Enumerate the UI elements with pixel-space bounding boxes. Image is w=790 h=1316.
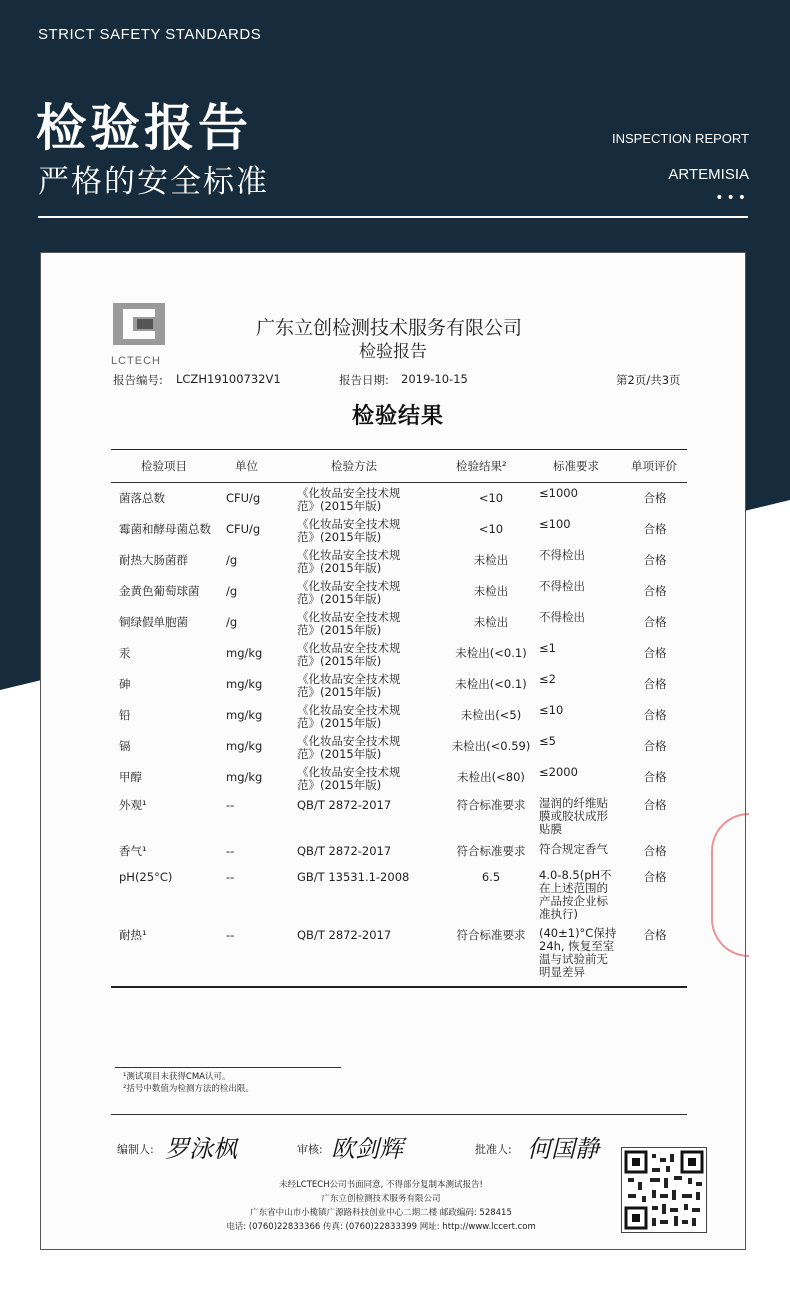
editor-label: 编制人: [117,1143,154,1156]
company-stamp [711,813,749,957]
cell-verdict: 合格 [643,646,667,660]
report-date: 2019-10-15 [401,372,468,386]
table-row [111,545,687,576]
table-row [111,700,687,731]
footer-company: 广东立创检测技术服务有限公司 [321,1194,441,1204]
cell-item: 铅 [119,708,131,722]
cell-item: 砷 [119,677,131,691]
results-title: 检验结果 [352,404,445,429]
footer-address: 广东省中山市小榄镇广源路科技创业中心二期二楼 邮政编码: 528415 [250,1208,512,1218]
cell-item: 镉 [119,739,131,753]
cell-unit: CFU/g [226,522,261,536]
cell-verdict: 合格 [643,553,667,567]
cell-method: 《化妆品安全技术规范》(2015年版) [297,672,401,699]
cell-standard: (40±1)°C保持24h, 恢复至室温与试验前无明显差异 [539,926,617,979]
cell-unit: mg/kg [226,646,263,660]
cell-method: 《化妆品安全技术规范》(2015年版) [297,579,401,606]
cell-method: QB/T 2872-2017 [297,844,392,858]
cell-standard: ≤2000 [539,765,578,779]
cell-verdict: 合格 [643,522,667,536]
cell-item: 香气¹ [119,844,147,858]
note-1: ¹测试项目未获得CMA认可。 [123,1072,231,1082]
cell-result: 未检出 [473,615,509,629]
cell-verdict: 合格 [643,491,667,505]
cell-unit: -- [226,928,235,942]
cell-result: 未检出 [473,553,509,567]
results-table [111,449,687,983]
cell-method: QB/T 2872-2017 [297,798,392,812]
cell-standard: ≤10 [539,703,564,717]
approver-label: 批准人: [475,1143,512,1156]
col-header-verdict: 单项评价 [631,459,677,473]
cell-item: 耐热大肠菌群 [119,553,188,567]
cell-result: 符合标准要求 [456,928,526,942]
cell-unit: /g [226,615,238,629]
table-row [111,762,687,793]
approver-signature: 何国静 [527,1135,599,1163]
logo-text: LCTECH [111,355,162,367]
brand-name: ARTEMISIA [668,166,749,183]
cell-verdict: 合格 [643,870,667,884]
cell-item: 霉菌和酵母菌总数 [119,522,211,536]
note-2: ²括号中数值为检测方法的检出限。 [123,1084,254,1094]
col-header-method: 检验方法 [331,459,377,473]
cell-result: 未检出(<80) [457,770,525,784]
cell-result: 未检出(<5) [460,708,522,722]
qr-code-icon [621,1147,707,1233]
cell-standard: ≤2 [539,672,556,686]
table-row [111,669,687,700]
cell-result: 未检出(<0.1) [455,677,527,691]
report-date-label: 报告日期: [339,373,389,387]
cell-method: 《化妆品安全技术规范》(2015年版) [297,703,401,730]
cell-standard: ≤100 [539,517,571,531]
cell-item: pH(25°C) [119,870,173,884]
table-header [111,450,687,483]
table-row [111,638,687,669]
col-header-item: 检验项目 [141,459,187,473]
reviewer-signature: 欧剑辉 [331,1135,403,1163]
cell-result: <10 [478,522,504,536]
report-document [40,252,746,1250]
cell-method: QB/T 2872-2017 [297,928,392,942]
cell-result: 6.5 [481,870,501,884]
cell-verdict: 合格 [643,770,667,784]
cell-unit: mg/kg [226,677,263,691]
cell-unit: CFU/g [226,491,261,505]
header-divider [38,216,748,218]
cell-result: 未检出 [473,584,509,598]
table-body [111,483,687,983]
cell-method: 《化妆品安全技术规范》(2015年版) [297,641,401,668]
cell-standard: ≤1000 [539,486,578,500]
cell-item: 甲醇 [119,770,142,784]
cell-standard: 4.0-8.5(pH不在上述范围的产品按企业标准执行) [539,868,612,921]
reviewer-label: 审核: [297,1143,323,1156]
cell-unit: /g [226,584,238,598]
more-dots-icon: ••• [715,190,749,206]
cell-verdict: 合格 [643,739,667,753]
cell-unit: mg/kg [226,739,263,753]
cell-result: <10 [478,491,504,505]
signature-divider [111,1114,687,1115]
cell-verdict: 合格 [643,615,667,629]
cell-standard: 不得检出 [539,579,585,593]
cell-method: 《化妆品安全技术规范》(2015年版) [297,610,401,637]
table-row [111,576,687,607]
cell-method: 《化妆品安全技术规范》(2015年版) [297,486,401,513]
table-row [111,514,687,545]
col-header-result: 检验结果² [456,459,507,473]
cell-method: 《化妆品安全技术规范》(2015年版) [297,734,401,761]
cell-unit: mg/kg [226,708,263,722]
page-indicator: 第2页/共3页 [616,373,681,387]
table-row [111,923,687,983]
cell-item: 耐热¹ [119,928,147,942]
table-row [111,865,687,923]
cell-verdict: 合格 [643,584,667,598]
cell-method: 《化妆品安全技术规范》(2015年版) [297,765,401,792]
cell-result: 符合标准要求 [456,844,526,858]
company-name: 广东立创检测技术服务有限公司 [256,317,523,339]
page-subtitle: 严格的安全标准 [38,164,269,200]
cell-standard: ≤5 [539,734,556,748]
report-type: 检验报告 [359,342,427,362]
cell-method: GB/T 13531.1-2008 [297,870,410,884]
cell-standard: 湿润的纤维贴膜或胶状成形贴膜 [539,796,608,836]
cell-item: 菌落总数 [119,491,165,505]
cell-item: 金黄色葡萄球菌 [119,584,200,598]
cell-standard: 不得检出 [539,548,585,562]
col-header-standard: 标准要求 [553,459,599,473]
notes [123,1071,254,1095]
cell-result: 未检出(<0.1) [455,646,527,660]
cell-result: 未检出(<0.59) [451,739,531,753]
editor-signature: 罗泳枫 [165,1135,237,1163]
cell-verdict: 合格 [643,844,667,858]
cell-item: 汞 [119,646,131,660]
cell-unit: -- [226,844,235,858]
table-row [111,483,687,514]
footer-contact: 电话: (0760)22833366 传真: (0760)22833399 网址: http://www.lccert.com [226,1222,536,1232]
cell-unit: /g [226,553,238,567]
cell-standard: 符合规定香气 [539,842,608,856]
col-header-unit: 单位 [235,459,258,473]
cell-standard: ≤1 [539,641,556,655]
cell-standard: 不得检出 [539,610,585,624]
table-row [111,839,687,865]
cell-verdict: 合格 [643,677,667,691]
cell-method: 《化妆品安全技术规范》(2015年版) [297,548,401,575]
lctech-logo-icon [113,303,165,345]
report-no-label: 报告编号: [113,373,163,387]
table-row [111,607,687,638]
cell-item: 铜绿假单胞菌 [119,615,188,629]
report-label: INSPECTION REPORT [611,131,749,146]
table-row [111,793,687,839]
cell-verdict: 合格 [643,708,667,722]
cell-verdict: 合格 [643,798,667,812]
cell-unit: -- [226,870,235,884]
footer-copy-notice: 未经LCTECH公司书面同意, 不得部分复制本测试报告! [279,1180,483,1190]
cell-item: 外观¹ [119,798,147,812]
table-row [111,731,687,762]
cell-result: 符合标准要求 [456,798,526,812]
cell-method: 《化妆品安全技术规范》(2015年版) [297,517,401,544]
report-no: LCZH19100732V1 [176,372,281,386]
page-title: 检验报告 [36,99,252,157]
table-bottom-rule [111,986,687,988]
cell-unit: mg/kg [226,770,263,784]
cell-verdict: 合格 [643,928,667,942]
notes-divider [115,1067,341,1068]
cell-unit: -- [226,798,235,812]
header-tagline: STRICT SAFETY STANDARDS [38,26,262,43]
